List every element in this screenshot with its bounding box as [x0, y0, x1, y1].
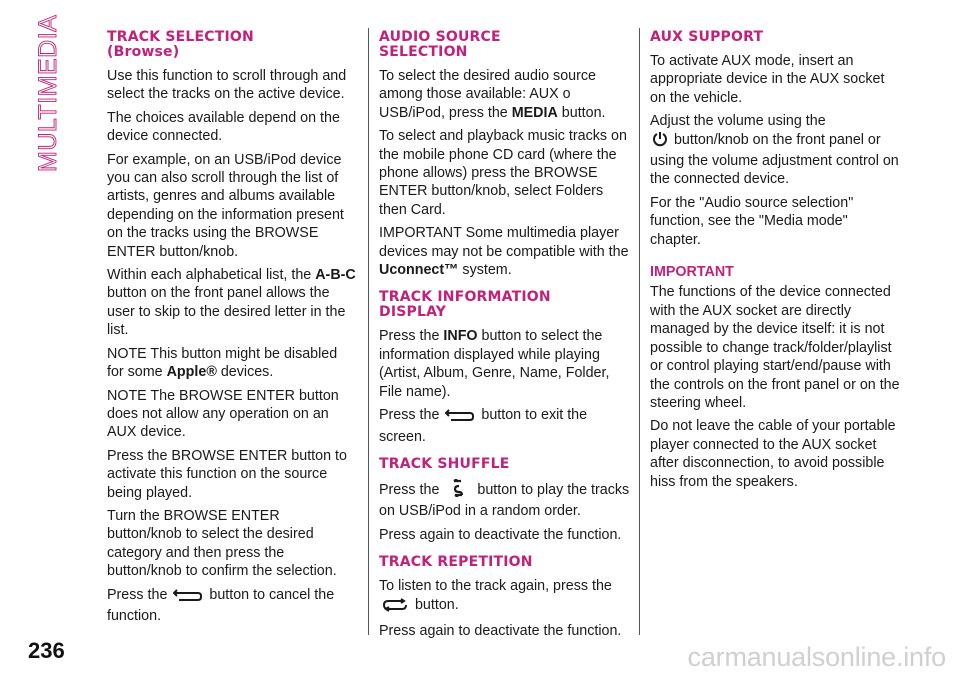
- text: button/knob on the front panel or using the volume adjustment control on the connected device.: [650, 131, 899, 188]
- paragraph: [379, 67, 631, 122]
- section-side-label: [8, 12, 72, 182]
- column-1: [107, 30, 357, 630]
- paragraph: [650, 112, 902, 189]
- column-divider: [639, 28, 640, 635]
- text: NOTE This button might be disabled for some: [107, 345, 338, 381]
- paragraph: [107, 586, 357, 626]
- paragraph: Press the BROWSE ENTER button to activate this function on the source being played.: [107, 447, 347, 501]
- paragraph: The functions of the device connected with the AUX socket are directly managed by the device itself: it is not possible to change track/folder/playlist or control playing start/end/pause with the controls on the front panel or on the steering wheel.: [650, 284, 900, 411]
- info-button-label: INFO: [443, 328, 478, 345]
- text: Press the: [379, 407, 440, 424]
- paragraph: [379, 327, 631, 401]
- aux-support-heading: AUX SUPPORT: [650, 29, 764, 45]
- audio-source-heading: [379, 30, 631, 60]
- paragraph: Turn the BROWSE ENTER button/knob to select the desired category and then press the button/knob to confirm the selection.: [107, 507, 337, 580]
- text: To select the desired audio source among those available: AUX o USB/iPod, press the: [379, 68, 596, 121]
- paragraph: Press again to deactivate the function.: [379, 622, 622, 639]
- text: system.: [462, 262, 512, 279]
- paragraph: Press again to deactivate the function.: [379, 526, 622, 543]
- paragraph: For example, on an USB/iPod device you can also scroll through the list of artists, genres and albums available depending on the information present on the tracks using the BROWSE ENTER button/knob.: [107, 151, 344, 260]
- paragraph: [379, 577, 631, 617]
- text: Press the: [107, 586, 168, 603]
- repeat-icon: [381, 598, 409, 617]
- watermark: carmanualsonline.info: [687, 642, 946, 672]
- back-arrow-icon: [173, 588, 203, 607]
- heading-line: (Browse): [107, 44, 180, 60]
- text: IMPORTANT Some multimedia player devices may not be compatible with the: [379, 225, 629, 260]
- column-3: [650, 30, 902, 496]
- paragraph: [107, 345, 357, 382]
- text: devices.: [220, 364, 274, 381]
- text: Within each alphabetical list, the: [107, 267, 312, 284]
- back-arrow-icon: [445, 408, 475, 427]
- paragraph: Do not leave the cable of your portable player connected to the AUX socket after disconnection, to avoid possible hiss from the speakers.: [650, 418, 896, 490]
- paragraph: To activate AUX mode, insert an appropriate device in the AUX socket on the vehicle.: [650, 53, 885, 106]
- track-selection-heading: [107, 30, 357, 60]
- paragraph: Use this function to scroll through and select the tracks on the active device.: [107, 68, 347, 103]
- text: Press the: [379, 328, 440, 345]
- heading-line: DISPLAY: [379, 304, 447, 321]
- text: button to play the tracks on USB/iPod in a random order.: [379, 481, 630, 520]
- paragraph: To select and playback music tracks on the mobile phone CD card (where the phone allows) press the BROWSE ENTER button/knob, select Folders then Card.: [379, 128, 627, 218]
- text: button.: [414, 596, 459, 613]
- paragraph: NOTE The BROWSE ENTER button does not allow any operation on an AUX device.: [107, 387, 339, 441]
- heading-line: TRACK INFORMATION: [379, 289, 551, 306]
- power-icon: [652, 131, 668, 152]
- paragraph: [379, 224, 631, 279]
- heading-line: AUDIO SOURCE: [379, 29, 501, 45]
- text: button to cancel the function.: [107, 586, 335, 624]
- paragraph: For the "Audio source selection" function, see the "Media mode" chapter.: [650, 194, 854, 248]
- text: button.: [561, 104, 606, 121]
- paragraph: [107, 266, 357, 340]
- side-label-text: MULTIMEDIA: [34, 14, 62, 172]
- paragraph: The choices available depend on the device connected.: [107, 109, 340, 145]
- heading-line: SELECTION: [379, 44, 468, 60]
- column-divider: [368, 28, 369, 635]
- text: Adjust the volume using the: [650, 113, 826, 130]
- heading-line: TRACK SELECTION: [107, 29, 254, 45]
- text: button to exit the screen.: [379, 407, 588, 445]
- important-heading: IMPORTANT: [650, 264, 734, 281]
- text: button to select the information displayed while playing (Artist, Album, Genre, Name, Folder, File name).: [379, 328, 610, 400]
- column-2: [379, 30, 631, 645]
- brand-name: Uconnect™: [379, 262, 459, 279]
- page-number: 236: [28, 638, 65, 663]
- track-info-heading: [379, 290, 631, 320]
- abc-button-label: A-B-C: [315, 267, 356, 284]
- shuffle-icon: [445, 479, 471, 502]
- brand-name: Apple®: [166, 364, 217, 381]
- track-shuffle-heading: TRACK SHUFFLE: [379, 455, 510, 472]
- text: Press the: [379, 481, 440, 498]
- paragraph: [379, 479, 631, 521]
- track-repetition-heading: TRACK REPETITION: [379, 554, 533, 571]
- text: To listen to the track again, press the: [379, 578, 612, 595]
- media-button-label: MEDIA: [511, 104, 558, 121]
- text: button on the front panel allows the user to skip to the desired letter in the list.: [107, 285, 346, 339]
- paragraph: [379, 406, 631, 446]
